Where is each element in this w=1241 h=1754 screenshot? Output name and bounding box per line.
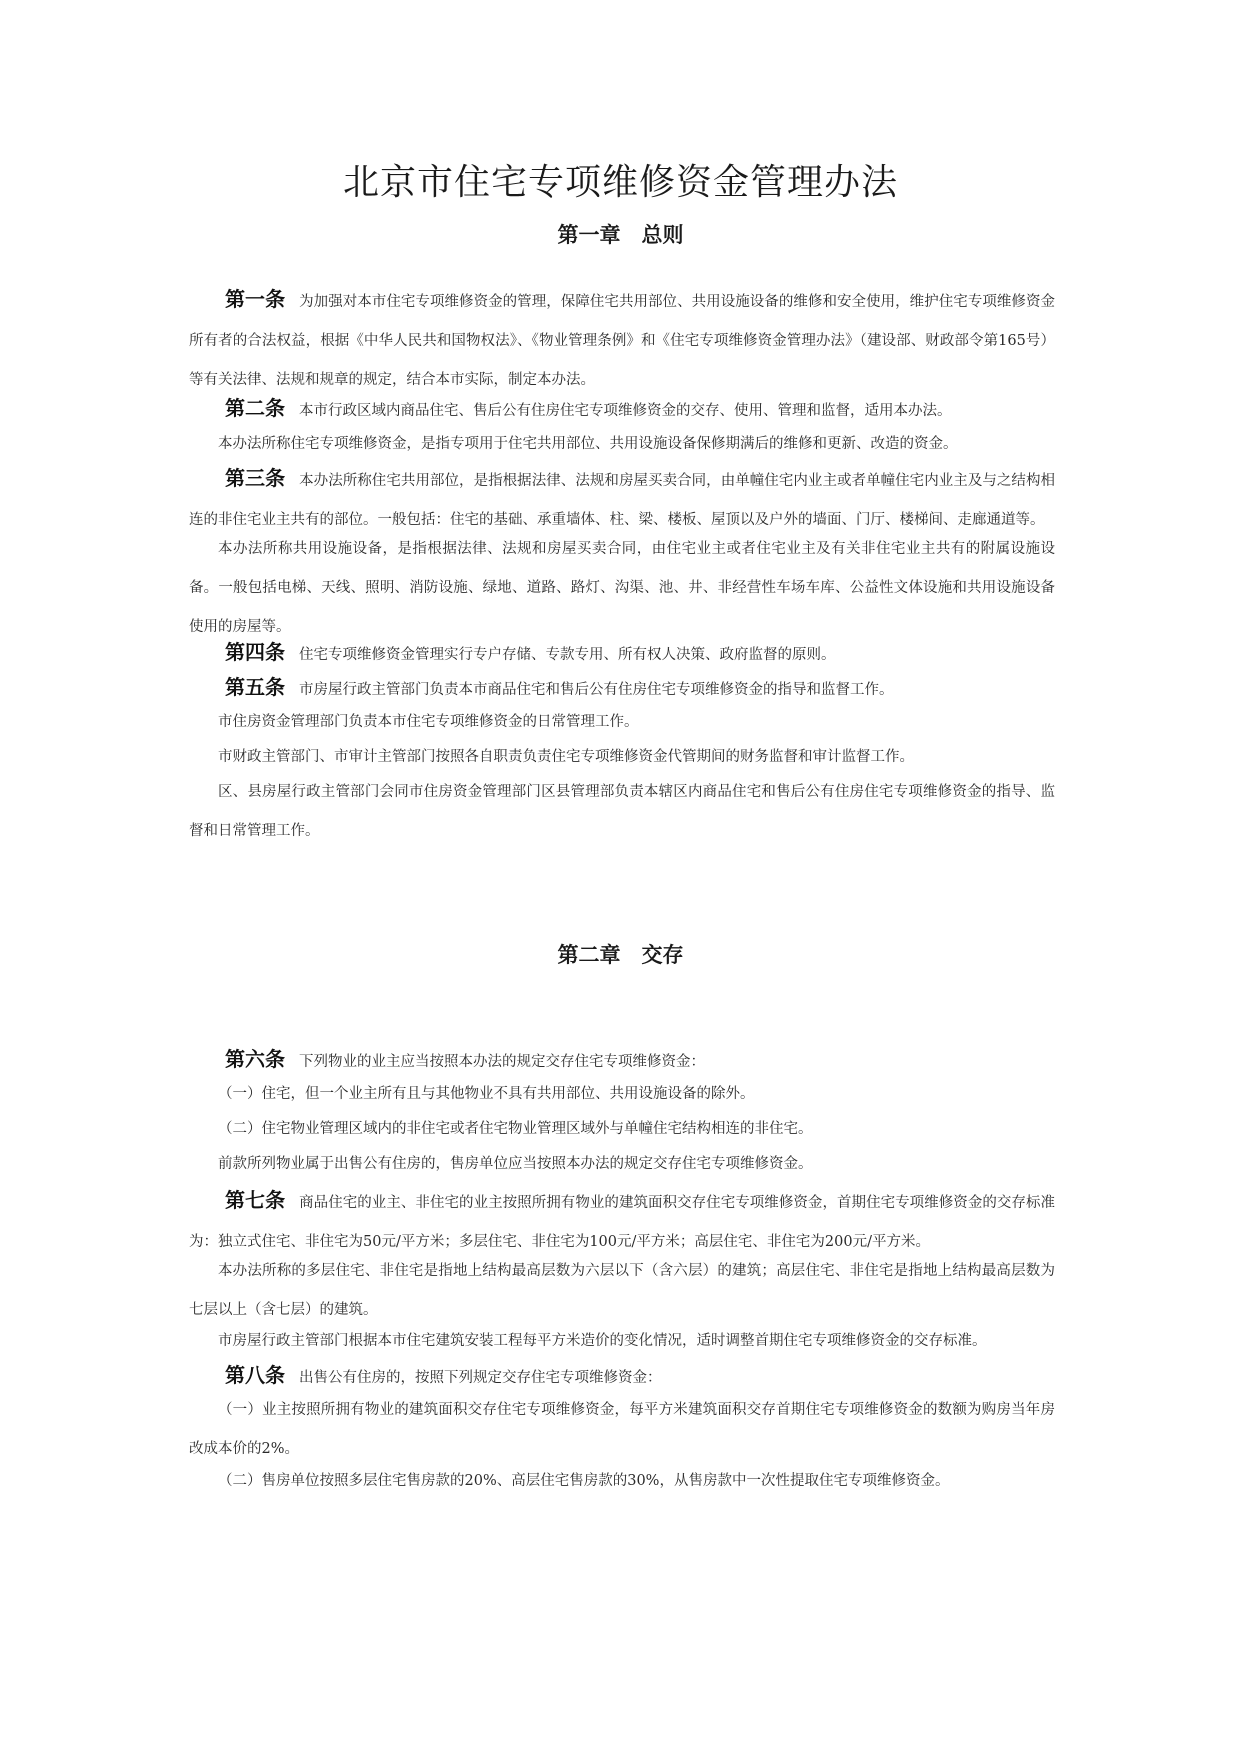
paragraph: 市房屋行政主管部门根据本市住宅建筑安装工程每平方米造价的变化情况，适时调整首期住宅专项维修资金的交存标准。 (218, 1333, 987, 1349)
article-label: 第五条 (225, 675, 285, 699)
article-text: 出售公有住房的，按照下列规定交存住宅专项维修资金： (299, 1370, 662, 1386)
paragraph: 本办法所称共用设施设备，是指根据法律、法规和房屋买卖合同，由住宅业主或者住宅业主及有关非住宅业主共有的附属设施设备。一般包括电梯、天线、照明、消防设施、绿地、道路、路灯、沟渠、池、井、非经营性车场车库、公益性文体设施和共用设施设备使用的房屋等。 (189, 541, 1055, 635)
paragraph: （二）售房单位按照多层住宅售房款的20%、高层住宅售房款的30%，从售房款中一次性提取住宅专项维修资金。 (218, 1473, 950, 1489)
paragraph: 前款所列物业属于出售公有住房的，售房单位应当按照本办法的规定交存住宅专项维修资金。 (218, 1156, 813, 1172)
paragraph: 市财政主管部门、市审计主管部门按照各自职责负责住宅专项维修资金代管期间的财务监督和审计监督工作。 (218, 749, 914, 765)
article-label: 第二条 (225, 396, 285, 420)
article-1 (189, 280, 1055, 400)
paragraph: 本办法所称住宅专项维修资金，是指专项用于住宅共用部位、共用设施设备保修期满后的维修和更新、改造的资金。 (218, 436, 958, 452)
article-text: 商品住宅的业主、非住宅的业主按照所拥有物业的建筑面积交存住宅专项维修资金，首期住宅专项维修资金的交存标准为：独立式住宅、非住宅为50元/平方米；多层住宅、非住宅为100元/平方米；高层住宅、非住宅为200元/平方米。 (189, 1195, 1056, 1250)
article-text: 本办法所称住宅共用部位，是指根据法律、法规和房屋买卖合同，由单幢住宅内业主或者单幢住宅内业主及与之结构相连的非住宅业主共有的部位。一般包括：住宅的基础、承重墙体、柱、梁、楼板、屋顶以及户外的墙面、门厅、楼梯间、走廊通道等。 (189, 473, 1056, 528)
article-text: 市房屋行政主管部门负责本市商品住宅和售后公有住房住宅专项维修资金的指导和监督工作。 (299, 682, 894, 698)
article-text: 住宅专项维修资金管理实行专户存储、专款专用、所有权人决策、政府监督的原则。 (299, 647, 836, 663)
article-label: 第八条 (225, 1363, 285, 1387)
chapter-heading-2: 第二章 交存 (557, 943, 684, 967)
article-label: 第七条 (225, 1188, 286, 1212)
article-text: 本市行政区域内商品住宅、售后公有住房住宅专项维修资金的交存、使用、管理和监督，适用本办法。 (299, 403, 952, 419)
article-text: 下列物业的业主应当按照本办法的规定交存住宅专项维修资金： (299, 1054, 705, 1070)
article-label: 第六条 (225, 1047, 285, 1071)
article-7 (189, 1181, 1055, 1262)
paragraph: 本办法所称的多层住宅、非住宅是指地上结构最高层数为六层以下（含六层）的建筑；高层住宅、非住宅是指地上结构最高层数为七层以上（含七层）的建筑。 (189, 1263, 1055, 1318)
article-label: 第四条 (225, 640, 285, 664)
paragraph: 区、县房屋行政主管部门会同市住房资金管理部门区县管理部负责本辖区内商品住宅和售后公有住房住宅专项维修资金的指导、监督和日常管理工作。 (189, 784, 1055, 839)
article-3 (189, 459, 1055, 540)
paragraph: （一）住宅，但一个业主所有且与其他物业不具有共用部位、共用设施设备的除外。 (218, 1086, 755, 1102)
article-label: 第一条 (225, 287, 286, 311)
paragraph: 市住房资金管理部门负责本市住宅专项维修资金的日常管理工作。 (218, 714, 639, 730)
paragraph: （一）业主按照所拥有物业的建筑面积交存住宅专项维修资金，每平方米建筑面积交存首期住宅专项维修资金的数额为购房当年房改成本价的2%。 (189, 1402, 1055, 1457)
document-title: 北京市住宅专项维修资金管理办法 (342, 162, 898, 203)
chapter-heading-1: 第一章 总则 (557, 223, 684, 247)
article-label: 第三条 (225, 466, 286, 490)
article-text: 为加强对本市住宅专项维修资金的管理，保障住宅共用部位、共用设施设备的维修和安全使用，维护住宅专项维修资金所有者的合法权益，根据《中华人民共和国物权法》、《物业管理条例》和《住宅专项维修资金管理办法》（建设部、财政部令第165号）等有关法律、法规和规章的规定，结合本市实际，制定本办法。 (189, 294, 1056, 388)
paragraph: （二）住宅物业管理区域内的非住宅或者住宅物业管理区域外与单幢住宅结构相连的非住宅。 (218, 1121, 813, 1137)
